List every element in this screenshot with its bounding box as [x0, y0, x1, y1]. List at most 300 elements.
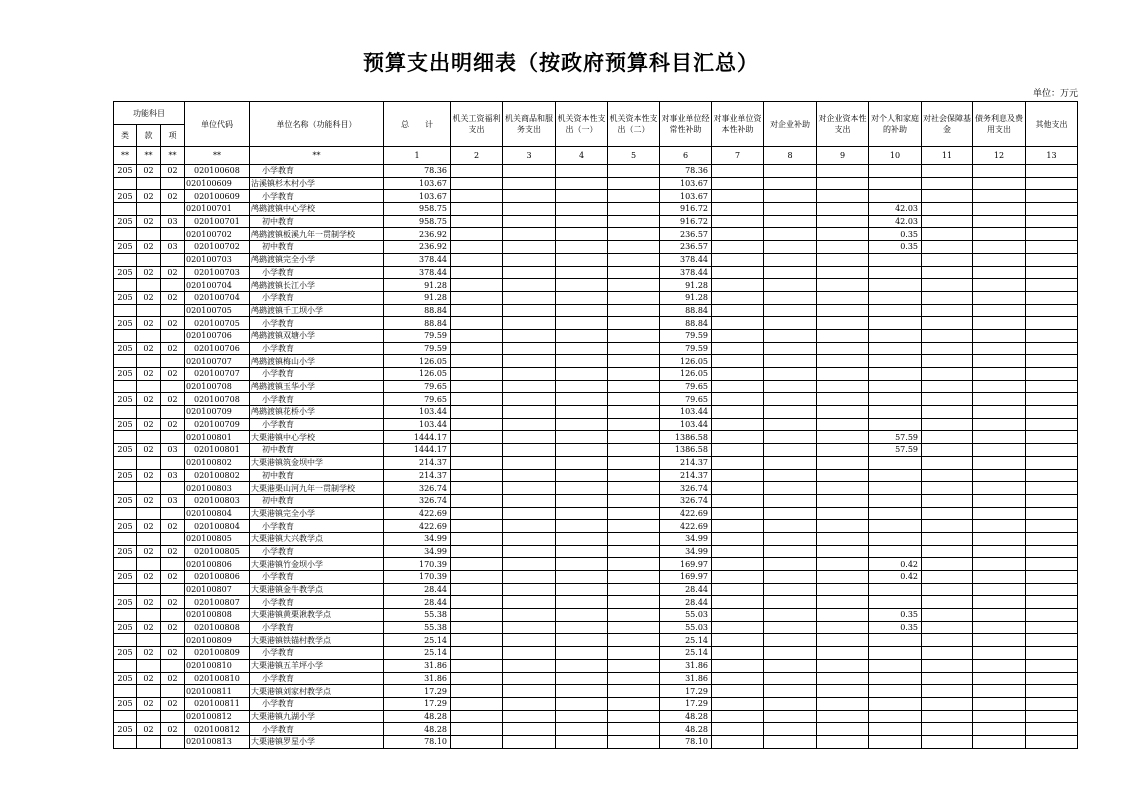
unit-name-cell: 鸬鹚渡镇梅山小学 — [250, 355, 384, 368]
total-cell: 103.44 — [384, 406, 451, 419]
empty-cell — [922, 507, 973, 520]
empty-cell — [973, 291, 1026, 304]
empty-cell — [503, 685, 556, 698]
unit-code-cell: 020100705 — [185, 317, 250, 330]
operating-subsidy-cell: 78.10 — [660, 735, 712, 748]
table-row — [114, 418, 1078, 431]
unit-code-cell: 020100809 — [185, 647, 250, 660]
unit-name-cell: 鸬鹚渡镇千工坝小学 — [250, 304, 384, 317]
empty-cell — [451, 596, 503, 609]
table-row — [114, 228, 1078, 241]
table-row — [114, 735, 1078, 748]
empty-cell — [503, 329, 556, 342]
empty-cell — [1026, 368, 1078, 381]
empty-cell — [1026, 723, 1078, 736]
empty-cell — [503, 571, 556, 584]
empty-cell — [712, 672, 764, 685]
unit-name-cell: 大栗港镇完全小学 — [250, 507, 384, 520]
empty-cell — [973, 672, 1026, 685]
empty-cell — [712, 685, 764, 698]
empty-cell — [922, 203, 973, 216]
empty-cell — [608, 279, 660, 292]
empty-cell — [922, 710, 973, 723]
empty-cell — [503, 190, 556, 203]
empty-cell — [556, 697, 608, 710]
empty-cell — [922, 647, 973, 660]
empty-cell — [922, 393, 973, 406]
empty-cell — [712, 317, 764, 330]
col-header-3: 机关资本性支出（一） — [556, 102, 608, 147]
empty-cell — [817, 266, 869, 279]
empty-cell — [608, 291, 660, 304]
empty-cell — [556, 228, 608, 241]
empty-cell — [556, 571, 608, 584]
empty-cell — [817, 609, 869, 622]
xiang-cell: 02 — [161, 342, 185, 355]
empty-cell — [712, 697, 764, 710]
empty-cell — [817, 215, 869, 228]
empty-cell — [556, 304, 608, 317]
total-cell: 236.92 — [384, 241, 451, 254]
empty-cell — [817, 342, 869, 355]
unit-name-cell: 大栗港栗山河九年一贯制学校 — [250, 482, 384, 495]
empty-cell — [764, 418, 817, 431]
empty-cell — [503, 393, 556, 406]
empty-cell — [817, 659, 869, 672]
total-cell: 103.67 — [384, 177, 451, 190]
total-cell: 34.99 — [384, 545, 451, 558]
empty-cell — [1026, 558, 1078, 571]
empty-cell — [712, 380, 764, 393]
empty-cell — [764, 469, 817, 482]
empty-cell — [503, 697, 556, 710]
total-cell: 25.14 — [384, 634, 451, 647]
empty-cell — [817, 177, 869, 190]
operating-subsidy-cell: 25.14 — [660, 634, 712, 647]
table-row — [114, 659, 1078, 672]
table-row — [114, 215, 1078, 228]
lei-cell — [114, 735, 137, 748]
empty-cell — [764, 621, 817, 634]
operating-subsidy-cell: 79.59 — [660, 329, 712, 342]
empty-cell — [764, 647, 817, 660]
operating-subsidy-cell: 88.84 — [660, 304, 712, 317]
unit-name-cell: 大栗港镇刘家村教学点 — [250, 685, 384, 698]
table-row — [114, 406, 1078, 419]
kuan-cell: 02 — [137, 723, 161, 736]
empty-cell — [973, 266, 1026, 279]
empty-cell — [451, 710, 503, 723]
func-group-header: 功能科目 — [114, 102, 185, 125]
personal-subsidy-cell — [869, 380, 922, 393]
empty-cell — [608, 368, 660, 381]
personal-subsidy-cell: 42.03 — [869, 203, 922, 216]
operating-subsidy-cell: 103.67 — [660, 177, 712, 190]
empty-cell — [764, 329, 817, 342]
empty-cell — [817, 532, 869, 545]
table-row — [114, 634, 1078, 647]
empty-cell — [764, 368, 817, 381]
total-cell: 28.44 — [384, 583, 451, 596]
lei-cell — [114, 253, 137, 266]
empty-cell — [764, 571, 817, 584]
empty-cell — [1026, 253, 1078, 266]
xiang-cell: 02 — [161, 291, 185, 304]
empty-cell — [973, 571, 1026, 584]
empty-cell — [608, 418, 660, 431]
empty-cell — [712, 165, 764, 178]
total-cell: 25.14 — [384, 647, 451, 660]
table-row — [114, 304, 1078, 317]
empty-cell — [608, 215, 660, 228]
empty-cell — [764, 253, 817, 266]
xiang-cell: 03 — [161, 494, 185, 507]
lei-cell — [114, 177, 137, 190]
empty-cell — [922, 672, 973, 685]
total-cell: 170.39 — [384, 571, 451, 584]
empty-cell — [712, 393, 764, 406]
empty-cell — [712, 558, 764, 571]
unit-name-cell: 大栗港镇大兴教学点 — [250, 532, 384, 545]
empty-cell — [503, 406, 556, 419]
unit-name-cell: 大栗港镇金牛教学点 — [250, 583, 384, 596]
empty-cell — [764, 380, 817, 393]
operating-subsidy-cell: 378.44 — [660, 253, 712, 266]
empty-cell — [556, 431, 608, 444]
empty-cell — [712, 177, 764, 190]
unit-name-cell: 大栗港镇黄栗湫教学点 — [250, 609, 384, 622]
lei-cell: 205 — [114, 291, 137, 304]
operating-subsidy-cell: 236.57 — [660, 228, 712, 241]
empty-cell — [712, 494, 764, 507]
empty-cell — [922, 532, 973, 545]
total-cell: 126.05 — [384, 355, 451, 368]
empty-cell — [764, 317, 817, 330]
personal-subsidy-cell — [869, 735, 922, 748]
empty-cell — [503, 177, 556, 190]
column-mark: 8 — [764, 147, 817, 165]
unit-code-cell: 020100709 — [185, 418, 250, 431]
kuan-cell: 02 — [137, 444, 161, 457]
unit-code-cell: 020100708 — [185, 380, 250, 393]
xiang-cell: 02 — [161, 190, 185, 203]
empty-cell — [973, 596, 1026, 609]
empty-cell — [451, 266, 503, 279]
total-cell: 103.44 — [384, 418, 451, 431]
column-mark: 9 — [817, 147, 869, 165]
empty-cell — [922, 634, 973, 647]
empty-cell — [1026, 279, 1078, 292]
empty-cell — [451, 190, 503, 203]
total-header: 总 计 — [384, 102, 451, 147]
empty-cell — [712, 342, 764, 355]
empty-cell — [817, 596, 869, 609]
empty-cell — [922, 406, 973, 419]
lei-cell — [114, 304, 137, 317]
table-row — [114, 279, 1078, 292]
unit-name-cell: 大栗港镇五羊坪小学 — [250, 659, 384, 672]
empty-cell — [556, 735, 608, 748]
empty-cell — [608, 342, 660, 355]
kuan-cell — [137, 380, 161, 393]
operating-subsidy-cell: 103.67 — [660, 190, 712, 203]
empty-cell — [1026, 482, 1078, 495]
empty-cell — [764, 241, 817, 254]
operating-subsidy-cell: 17.29 — [660, 697, 712, 710]
table-row — [114, 710, 1078, 723]
table-row — [114, 571, 1078, 584]
empty-cell — [973, 723, 1026, 736]
empty-cell — [608, 393, 660, 406]
lei-cell: 205 — [114, 444, 137, 457]
empty-cell — [973, 685, 1026, 698]
operating-subsidy-cell: 126.05 — [660, 368, 712, 381]
empty-cell — [451, 215, 503, 228]
empty-cell — [922, 165, 973, 178]
empty-cell — [973, 368, 1026, 381]
empty-cell — [712, 469, 764, 482]
xiang-cell: 02 — [161, 165, 185, 178]
empty-cell — [503, 672, 556, 685]
empty-cell — [556, 596, 608, 609]
unit-name-header: 单位名称（功能科目） — [250, 102, 384, 147]
operating-subsidy-cell: 25.14 — [660, 647, 712, 660]
table-row — [114, 165, 1078, 178]
xiang-cell: 02 — [161, 393, 185, 406]
total-cell: 103.67 — [384, 190, 451, 203]
lei-cell — [114, 329, 137, 342]
personal-subsidy-cell: 0.42 — [869, 558, 922, 571]
empty-cell — [608, 507, 660, 520]
empty-cell — [608, 634, 660, 647]
personal-subsidy-cell — [869, 304, 922, 317]
empty-cell — [451, 165, 503, 178]
total-cell: 79.65 — [384, 393, 451, 406]
empty-cell — [608, 735, 660, 748]
unit-code-cell: 020100804 — [185, 520, 250, 533]
empty-cell — [817, 279, 869, 292]
empty-cell — [817, 368, 869, 381]
lei-cell: 205 — [114, 368, 137, 381]
total-cell: 1444.17 — [384, 444, 451, 457]
lei-cell: 205 — [114, 342, 137, 355]
empty-cell — [556, 266, 608, 279]
total-cell: 31.86 — [384, 672, 451, 685]
unit-code-cell: 020100708 — [185, 393, 250, 406]
empty-cell — [973, 418, 1026, 431]
total-cell: 422.69 — [384, 507, 451, 520]
empty-cell — [1026, 697, 1078, 710]
unit-code-cell: 020100812 — [185, 710, 250, 723]
empty-cell — [764, 672, 817, 685]
total-cell: 91.28 — [384, 291, 451, 304]
empty-cell — [556, 634, 608, 647]
empty-cell — [1026, 710, 1078, 723]
empty-cell — [764, 609, 817, 622]
empty-cell — [451, 342, 503, 355]
empty-cell — [817, 685, 869, 698]
empty-cell — [556, 710, 608, 723]
personal-subsidy-cell — [869, 266, 922, 279]
empty-cell — [764, 304, 817, 317]
personal-subsidy-cell — [869, 355, 922, 368]
empty-cell — [503, 355, 556, 368]
unit-code-cell: 020100809 — [185, 634, 250, 647]
empty-cell — [451, 317, 503, 330]
kuan-cell — [137, 685, 161, 698]
empty-cell — [817, 393, 869, 406]
page-title: 预算支出明细表（按政府预算科目汇总） — [363, 50, 759, 75]
kuan-cell — [137, 406, 161, 419]
empty-cell — [503, 735, 556, 748]
empty-cell — [451, 456, 503, 469]
table-row — [114, 444, 1078, 457]
empty-cell — [973, 520, 1026, 533]
empty-cell — [922, 735, 973, 748]
operating-subsidy-cell: 91.28 — [660, 291, 712, 304]
table-row — [114, 723, 1078, 736]
empty-cell — [451, 418, 503, 431]
empty-cell — [922, 609, 973, 622]
empty-cell — [817, 507, 869, 520]
empty-cell — [556, 545, 608, 558]
empty-cell — [973, 545, 1026, 558]
operating-subsidy-cell: 17.29 — [660, 685, 712, 698]
empty-cell — [973, 659, 1026, 672]
col-header-5: 对事业单位经常性补助 — [660, 102, 712, 147]
empty-cell — [608, 647, 660, 660]
total-cell: 326.74 — [384, 482, 451, 495]
lei-cell — [114, 431, 137, 444]
empty-cell — [451, 583, 503, 596]
empty-cell — [608, 558, 660, 571]
unit-name-cell: 小学教育 — [250, 621, 384, 634]
kuan-header: 款 — [137, 125, 161, 147]
empty-cell — [817, 418, 869, 431]
empty-cell — [503, 596, 556, 609]
empty-cell — [608, 304, 660, 317]
empty-cell — [608, 329, 660, 342]
table-row — [114, 253, 1078, 266]
kuan-cell: 02 — [137, 596, 161, 609]
empty-cell — [922, 329, 973, 342]
col-header-7: 对企业补助 — [764, 102, 817, 147]
empty-cell — [451, 203, 503, 216]
kuan-cell: 02 — [137, 545, 161, 558]
table-row — [114, 177, 1078, 190]
total-cell: 126.05 — [384, 368, 451, 381]
col-header-8: 对企业资本性支出 — [817, 102, 869, 147]
empty-cell — [1026, 621, 1078, 634]
empty-cell — [764, 558, 817, 571]
total-cell: 48.28 — [384, 723, 451, 736]
empty-cell — [608, 583, 660, 596]
empty-cell — [712, 406, 764, 419]
personal-subsidy-cell — [869, 494, 922, 507]
empty-cell — [712, 456, 764, 469]
empty-cell — [503, 241, 556, 254]
lei-header: 类 — [114, 125, 137, 147]
personal-subsidy-cell — [869, 406, 922, 419]
empty-cell — [817, 710, 869, 723]
empty-cell — [712, 520, 764, 533]
empty-cell — [608, 190, 660, 203]
empty-cell — [556, 494, 608, 507]
personal-subsidy-cell — [869, 190, 922, 203]
personal-subsidy-cell — [869, 418, 922, 431]
table-row — [114, 329, 1078, 342]
operating-subsidy-cell: 169.97 — [660, 571, 712, 584]
empty-cell — [556, 507, 608, 520]
empty-cell — [556, 621, 608, 634]
empty-cell — [817, 228, 869, 241]
total-cell: 958.75 — [384, 203, 451, 216]
empty-cell — [817, 241, 869, 254]
empty-cell — [1026, 685, 1078, 698]
lei-cell — [114, 203, 137, 216]
empty-cell — [973, 304, 1026, 317]
kuan-cell: 02 — [137, 190, 161, 203]
empty-cell — [973, 609, 1026, 622]
empty-cell — [556, 317, 608, 330]
empty-cell — [556, 253, 608, 266]
empty-cell — [608, 355, 660, 368]
xiang-cell: 02 — [161, 596, 185, 609]
unit-name-cell: 小学教育 — [250, 165, 384, 178]
unit-code-cell: 020100806 — [185, 558, 250, 571]
empty-cell — [1026, 596, 1078, 609]
empty-cell — [608, 710, 660, 723]
empty-cell — [922, 431, 973, 444]
empty-cell — [556, 355, 608, 368]
empty-cell — [922, 444, 973, 457]
xiang-cell — [161, 685, 185, 698]
column-mark: 12 — [973, 147, 1026, 165]
total-cell: 326.74 — [384, 494, 451, 507]
empty-cell — [712, 190, 764, 203]
operating-subsidy-cell: 126.05 — [660, 355, 712, 368]
unit-name-cell: 小学教育 — [250, 368, 384, 381]
empty-cell — [608, 203, 660, 216]
empty-cell — [503, 647, 556, 660]
total-cell: 79.59 — [384, 342, 451, 355]
personal-subsidy-cell: 42.03 — [869, 215, 922, 228]
kuan-cell — [137, 735, 161, 748]
empty-cell — [973, 317, 1026, 330]
unit-name-cell: 初中教育 — [250, 469, 384, 482]
xiang-header: 项 — [161, 125, 185, 147]
total-cell: 214.37 — [384, 456, 451, 469]
personal-subsidy-cell — [869, 469, 922, 482]
empty-cell — [712, 355, 764, 368]
empty-cell — [608, 444, 660, 457]
personal-subsidy-cell — [869, 596, 922, 609]
empty-cell — [451, 304, 503, 317]
xiang-cell — [161, 735, 185, 748]
lei-cell: 205 — [114, 596, 137, 609]
kuan-cell — [137, 431, 161, 444]
unit-code-cell: 020100702 — [185, 241, 250, 254]
table-row — [114, 532, 1078, 545]
empty-cell — [817, 253, 869, 266]
empty-cell — [1026, 355, 1078, 368]
personal-subsidy-cell — [869, 279, 922, 292]
unit-name-cell: 鸬鹚渡镇完全小学 — [250, 253, 384, 266]
unit-name-cell: 初中教育 — [250, 444, 384, 457]
empty-cell — [712, 609, 764, 622]
kuan-cell — [137, 304, 161, 317]
empty-cell — [556, 406, 608, 419]
